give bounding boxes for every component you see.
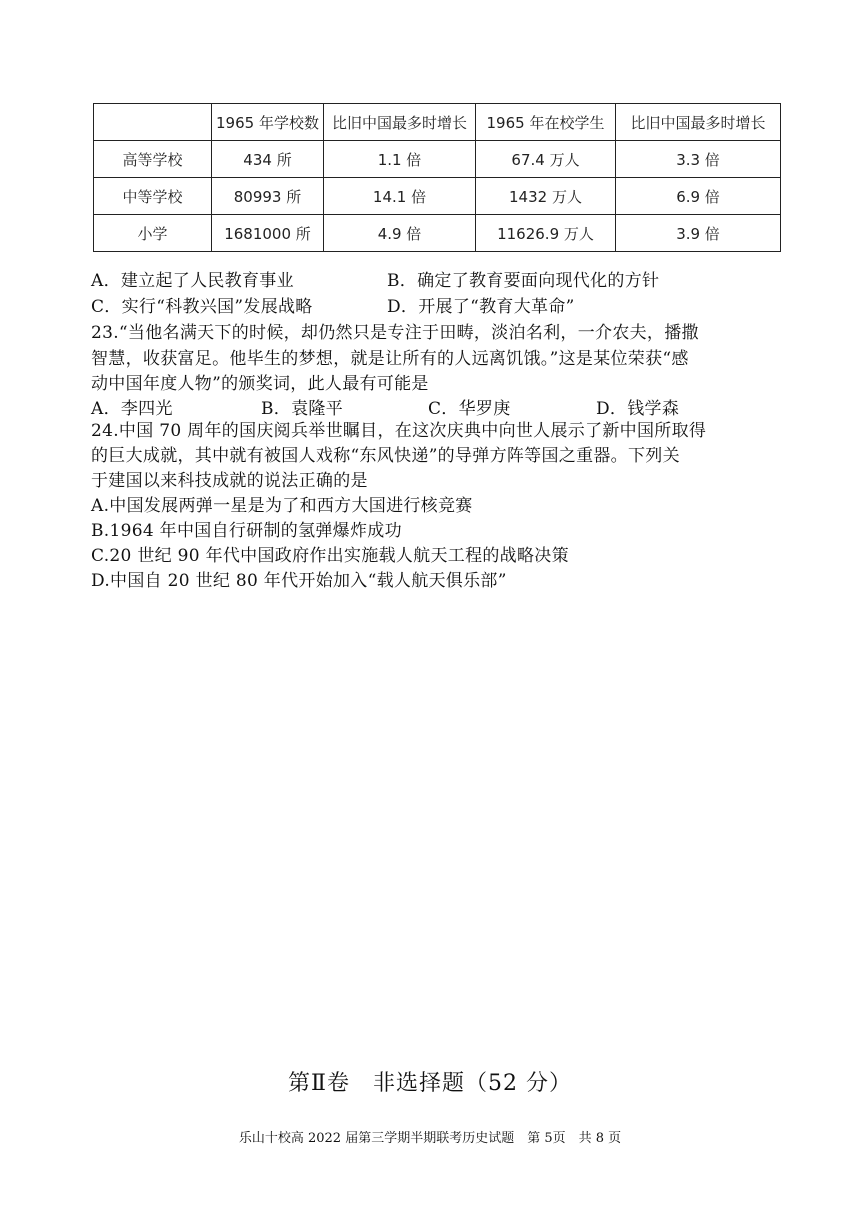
q24-option-b: B.1964 年中国自行研制的氢弹爆炸成功 — [91, 521, 402, 541]
table-cell: 4.9 倍 — [324, 215, 476, 252]
table-cell: 3.3 倍 — [616, 141, 781, 178]
table-header-row — [94, 104, 781, 141]
table-cell: 高等学校 — [94, 141, 212, 178]
q24-stem-line: 于建国以来科技成就的说法正确的是 — [91, 471, 368, 491]
q24-option-d: D.中国自 20 世纪 80 年代开始加入“载人航天俱乐部” — [91, 571, 507, 591]
table-cell: 1681000 所 — [212, 215, 324, 252]
table-row — [94, 141, 781, 178]
table-cell: 3.9 倍 — [616, 215, 781, 252]
table-header-cell: 比旧中国最多时增长 — [324, 104, 476, 141]
table-header-cell: 1965 年在校学生 — [476, 104, 616, 141]
table-cell: 14.1 倍 — [324, 178, 476, 215]
table-cell: 11626.9 万人 — [476, 215, 616, 252]
q23-stem-line: 动中国年度人物”的颁奖词，此人最有可能是 — [91, 374, 429, 394]
q23-option-c: C．华罗庚 — [428, 399, 511, 419]
table-cell: 434 所 — [212, 141, 324, 178]
q22-option-a: A．建立起了人民教育事业 — [91, 271, 294, 291]
table-header-cell: 1965 年学校数 — [212, 104, 324, 141]
q22-option-d: D．开展了“教育大革命” — [387, 297, 575, 317]
table-row — [94, 215, 781, 252]
q24-stem-line: 24.中国 70 周年的国庆阅兵举世瞩目，在这次庆典中向世人展示了新中国所取得 — [91, 421, 707, 441]
q23-stem-line: 23.“当他名满天下的时候，却仍然只是专注于田畴，淡泊名利，一介农夫，播撒 — [91, 323, 699, 343]
table-cell: 1432 万人 — [476, 178, 616, 215]
q24-option-a: A.中国发展两弹一星是为了和西方大国进行核竞赛 — [91, 496, 473, 516]
table-cell: 中等学校 — [94, 178, 212, 215]
q24-stem-line: 的巨大成就，其中就有被国人戏称“东风快递”的导弹方阵等国之重器。下列关 — [91, 446, 680, 466]
q22-option-b: B．确定了教育要面向现代化的方针 — [387, 271, 660, 291]
page-footer: 乐山十校高 2022 届第三学期半期联考历史试题 第 5页 共 8 页 — [238, 1131, 622, 1146]
q23-stem-line: 智慧，收获富足。他毕生的梦想，就是让所有的人远离饥饿。”这是某位荣获“感 — [91, 349, 689, 369]
table-header-cell — [94, 104, 212, 141]
q23-option-d: D．钱学森 — [596, 399, 680, 419]
q23-option-b: B．袁隆平 — [261, 399, 343, 419]
table-cell: 小学 — [94, 215, 212, 252]
table-row — [94, 178, 781, 215]
table-cell: 1.1 倍 — [324, 141, 476, 178]
section-title: 第Ⅱ卷 非选择题（52 分） — [288, 1071, 572, 1096]
table-cell: 6.9 倍 — [616, 178, 781, 215]
q23-option-a: A．李四光 — [91, 399, 173, 419]
q24-option-c: C.20 世纪 90 年代中国政府作出实施载人航天工程的战略决策 — [91, 546, 569, 566]
table-cell: 80993 所 — [212, 178, 324, 215]
q22-option-c: C．实行“科教兴国”发展战略 — [91, 297, 313, 317]
education-statistics-table — [93, 103, 781, 252]
table-header-cell: 比旧中国最多时增长 — [616, 104, 781, 141]
table-cell: 67.4 万人 — [476, 141, 616, 178]
